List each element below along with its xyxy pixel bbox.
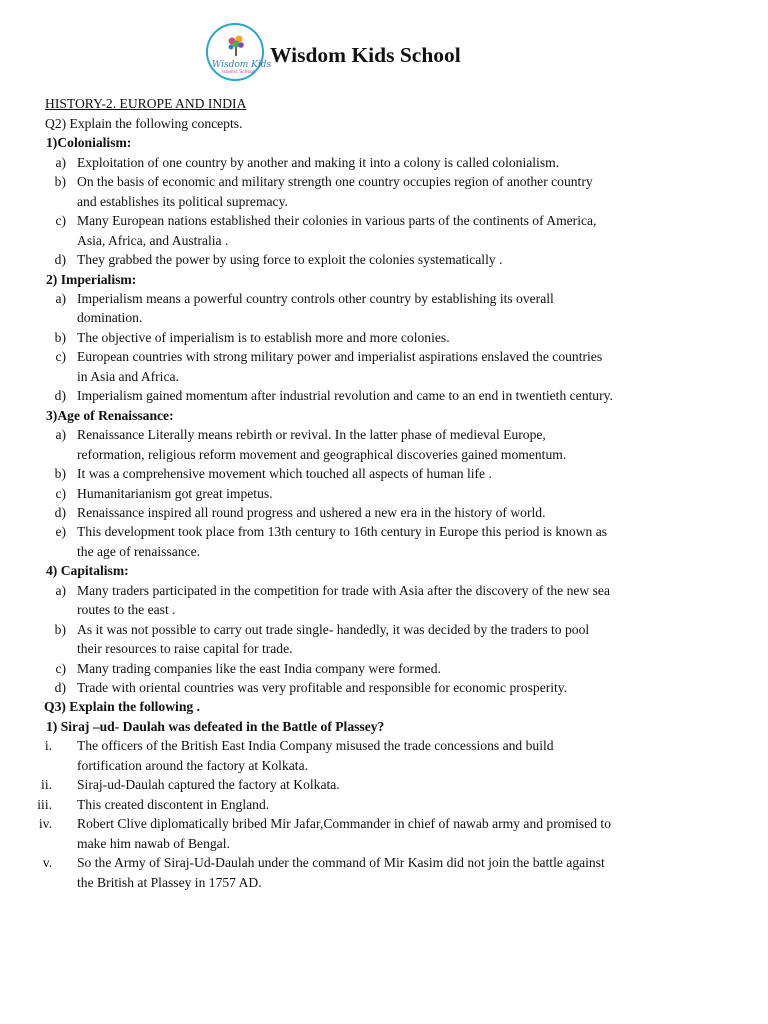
list-item-text: On the basis of economic and military strength one country occupies region of another country bbox=[77, 174, 593, 190]
list-item-text: Renaissance Literally means rebirth or revival. In the latter phase of medieval Europe, bbox=[77, 427, 546, 443]
list-marker: c) bbox=[55, 213, 66, 229]
list-marker: b) bbox=[54, 329, 66, 345]
list-item-text: in Asia and Africa. bbox=[77, 368, 179, 384]
list-item-text: The officers of the British East India Company misused the trade concessions and build bbox=[77, 738, 554, 754]
list-marker: b) bbox=[54, 466, 66, 482]
list-marker: b) bbox=[54, 174, 66, 190]
list-item-text: their resources to raise capital for trade. bbox=[77, 641, 293, 657]
document-title: HISTORY-2. EUROPE AND INDIA bbox=[45, 96, 247, 111]
document-header bbox=[206, 20, 461, 84]
list-item-text: Many traders participated in the competition for trade with Asia after the discovery of the new sea bbox=[77, 582, 610, 598]
list-item-text: Trade with oriental countries was very profitable and responsible for economic prosperity. bbox=[77, 680, 568, 695]
list-item-text: The objective of imperialism is to establish more and more colonies. bbox=[77, 329, 450, 345]
list-marker: a) bbox=[55, 291, 66, 306]
list-item-text: reformation, religious reform movement and geographical discoveries gained momentum. bbox=[77, 446, 567, 462]
list-item-text: This development took place from 13th century to 16th century in Europe this period is known as bbox=[77, 524, 608, 540]
list-marker: c) bbox=[55, 660, 66, 676]
list-item-text: the age of renaissance. bbox=[77, 543, 201, 559]
section-heading: 2) Imperialism: bbox=[46, 271, 137, 287]
list-item-text: It was a comprehensive movement which touched all aspects of human life . bbox=[77, 466, 492, 482]
list-item-text: and establishes its political supremacy. bbox=[77, 193, 288, 209]
list-item-text: Renaissance inspired all round progress and ushered a new era in the history of world. bbox=[77, 504, 546, 520]
list-marker: i. bbox=[44, 738, 52, 754]
list-item-text: routes to the east . bbox=[77, 602, 176, 618]
list-marker: b) bbox=[54, 621, 66, 637]
list-item-text: So the Army of Siraj-Ud-Daulah under the command of Mir Kasim did not join the battle against bbox=[77, 855, 605, 871]
tree-icon bbox=[227, 34, 245, 56]
list-marker: c) bbox=[55, 485, 66, 501]
list-item-text: Siraj-ud-Daulah captured the factory at Kolkata. bbox=[77, 777, 340, 793]
list-item-text: Robert Clive diplomatically bribed Mir Jafar,Commander in chief of nawab army and promised to bbox=[77, 816, 611, 832]
list-item-text: make him nawab of Bengal. bbox=[77, 835, 230, 851]
section-heading: 1) Siraj –ud- Daulah was defeated in the Battle of Plassey? bbox=[46, 718, 385, 734]
list-item-text: They grabbed the power by using force to exploit the colonies systematically . bbox=[77, 252, 503, 268]
list-item-text: This created discontent in England. bbox=[77, 796, 270, 812]
section-heading: 3)Age of Renaissance: bbox=[46, 407, 174, 423]
list-item-text: fortification around the factory at Kolkata. bbox=[77, 757, 309, 773]
list-marker: a) bbox=[55, 582, 66, 598]
list-marker: d) bbox=[54, 504, 66, 520]
list-marker: c) bbox=[55, 349, 66, 365]
list-marker: e) bbox=[55, 524, 66, 540]
section-heading: Q3) Explain the following . bbox=[44, 699, 200, 715]
list-item-text: Humanitarianism got great impetus. bbox=[77, 485, 273, 501]
list-marker: d) bbox=[54, 388, 66, 404]
list-marker: ii. bbox=[41, 777, 52, 793]
section-heading: 4) Capitalism: bbox=[46, 563, 129, 579]
list-item-text: Exploitation of one country by another and making it into a colony is called colonialism. bbox=[77, 154, 560, 170]
list-item-text: Imperialism means a powerful country controls other country by establishing its overall bbox=[77, 291, 554, 306]
list-item-text: Asia, Africa, and Australia . bbox=[77, 232, 229, 248]
list-item-text: the British at Plassey in 1757 AD. bbox=[77, 874, 262, 890]
list-marker: a) bbox=[55, 427, 66, 443]
list-marker: d) bbox=[54, 252, 66, 268]
logo-text: Wisdom Kids bbox=[212, 60, 272, 70]
list-item-text: Imperialism gained momentum after industrial revolution and came to an end in twentieth century. bbox=[77, 388, 613, 404]
list-item-text: domination. bbox=[77, 310, 143, 326]
list-marker: v. bbox=[42, 855, 52, 871]
list-marker: d) bbox=[54, 680, 66, 695]
list-item-text: Many European nations established their colonies in various parts of the continents of America, bbox=[77, 213, 597, 229]
school-name: Wisdom Kids School bbox=[270, 42, 461, 67]
list-item-text: Many trading companies like the east India company were formed. bbox=[77, 660, 441, 676]
logo-subtext: Islamic School bbox=[222, 70, 255, 75]
list-item-text: As it was not possible to carry out trade single- handedly, it was decided by the traders to pool bbox=[77, 621, 590, 637]
list-marker: a) bbox=[55, 154, 66, 170]
list-marker: iii. bbox=[37, 796, 52, 812]
section-heading: 1)Colonialism: bbox=[46, 135, 132, 151]
list-item-text: European countries with strong military power and imperialist aspirations enslaved the countries bbox=[77, 349, 603, 365]
school-logo bbox=[206, 23, 272, 81]
list-marker: iv. bbox=[38, 816, 52, 832]
question-2-prompt: Q2) Explain the following concepts. bbox=[45, 116, 243, 131]
